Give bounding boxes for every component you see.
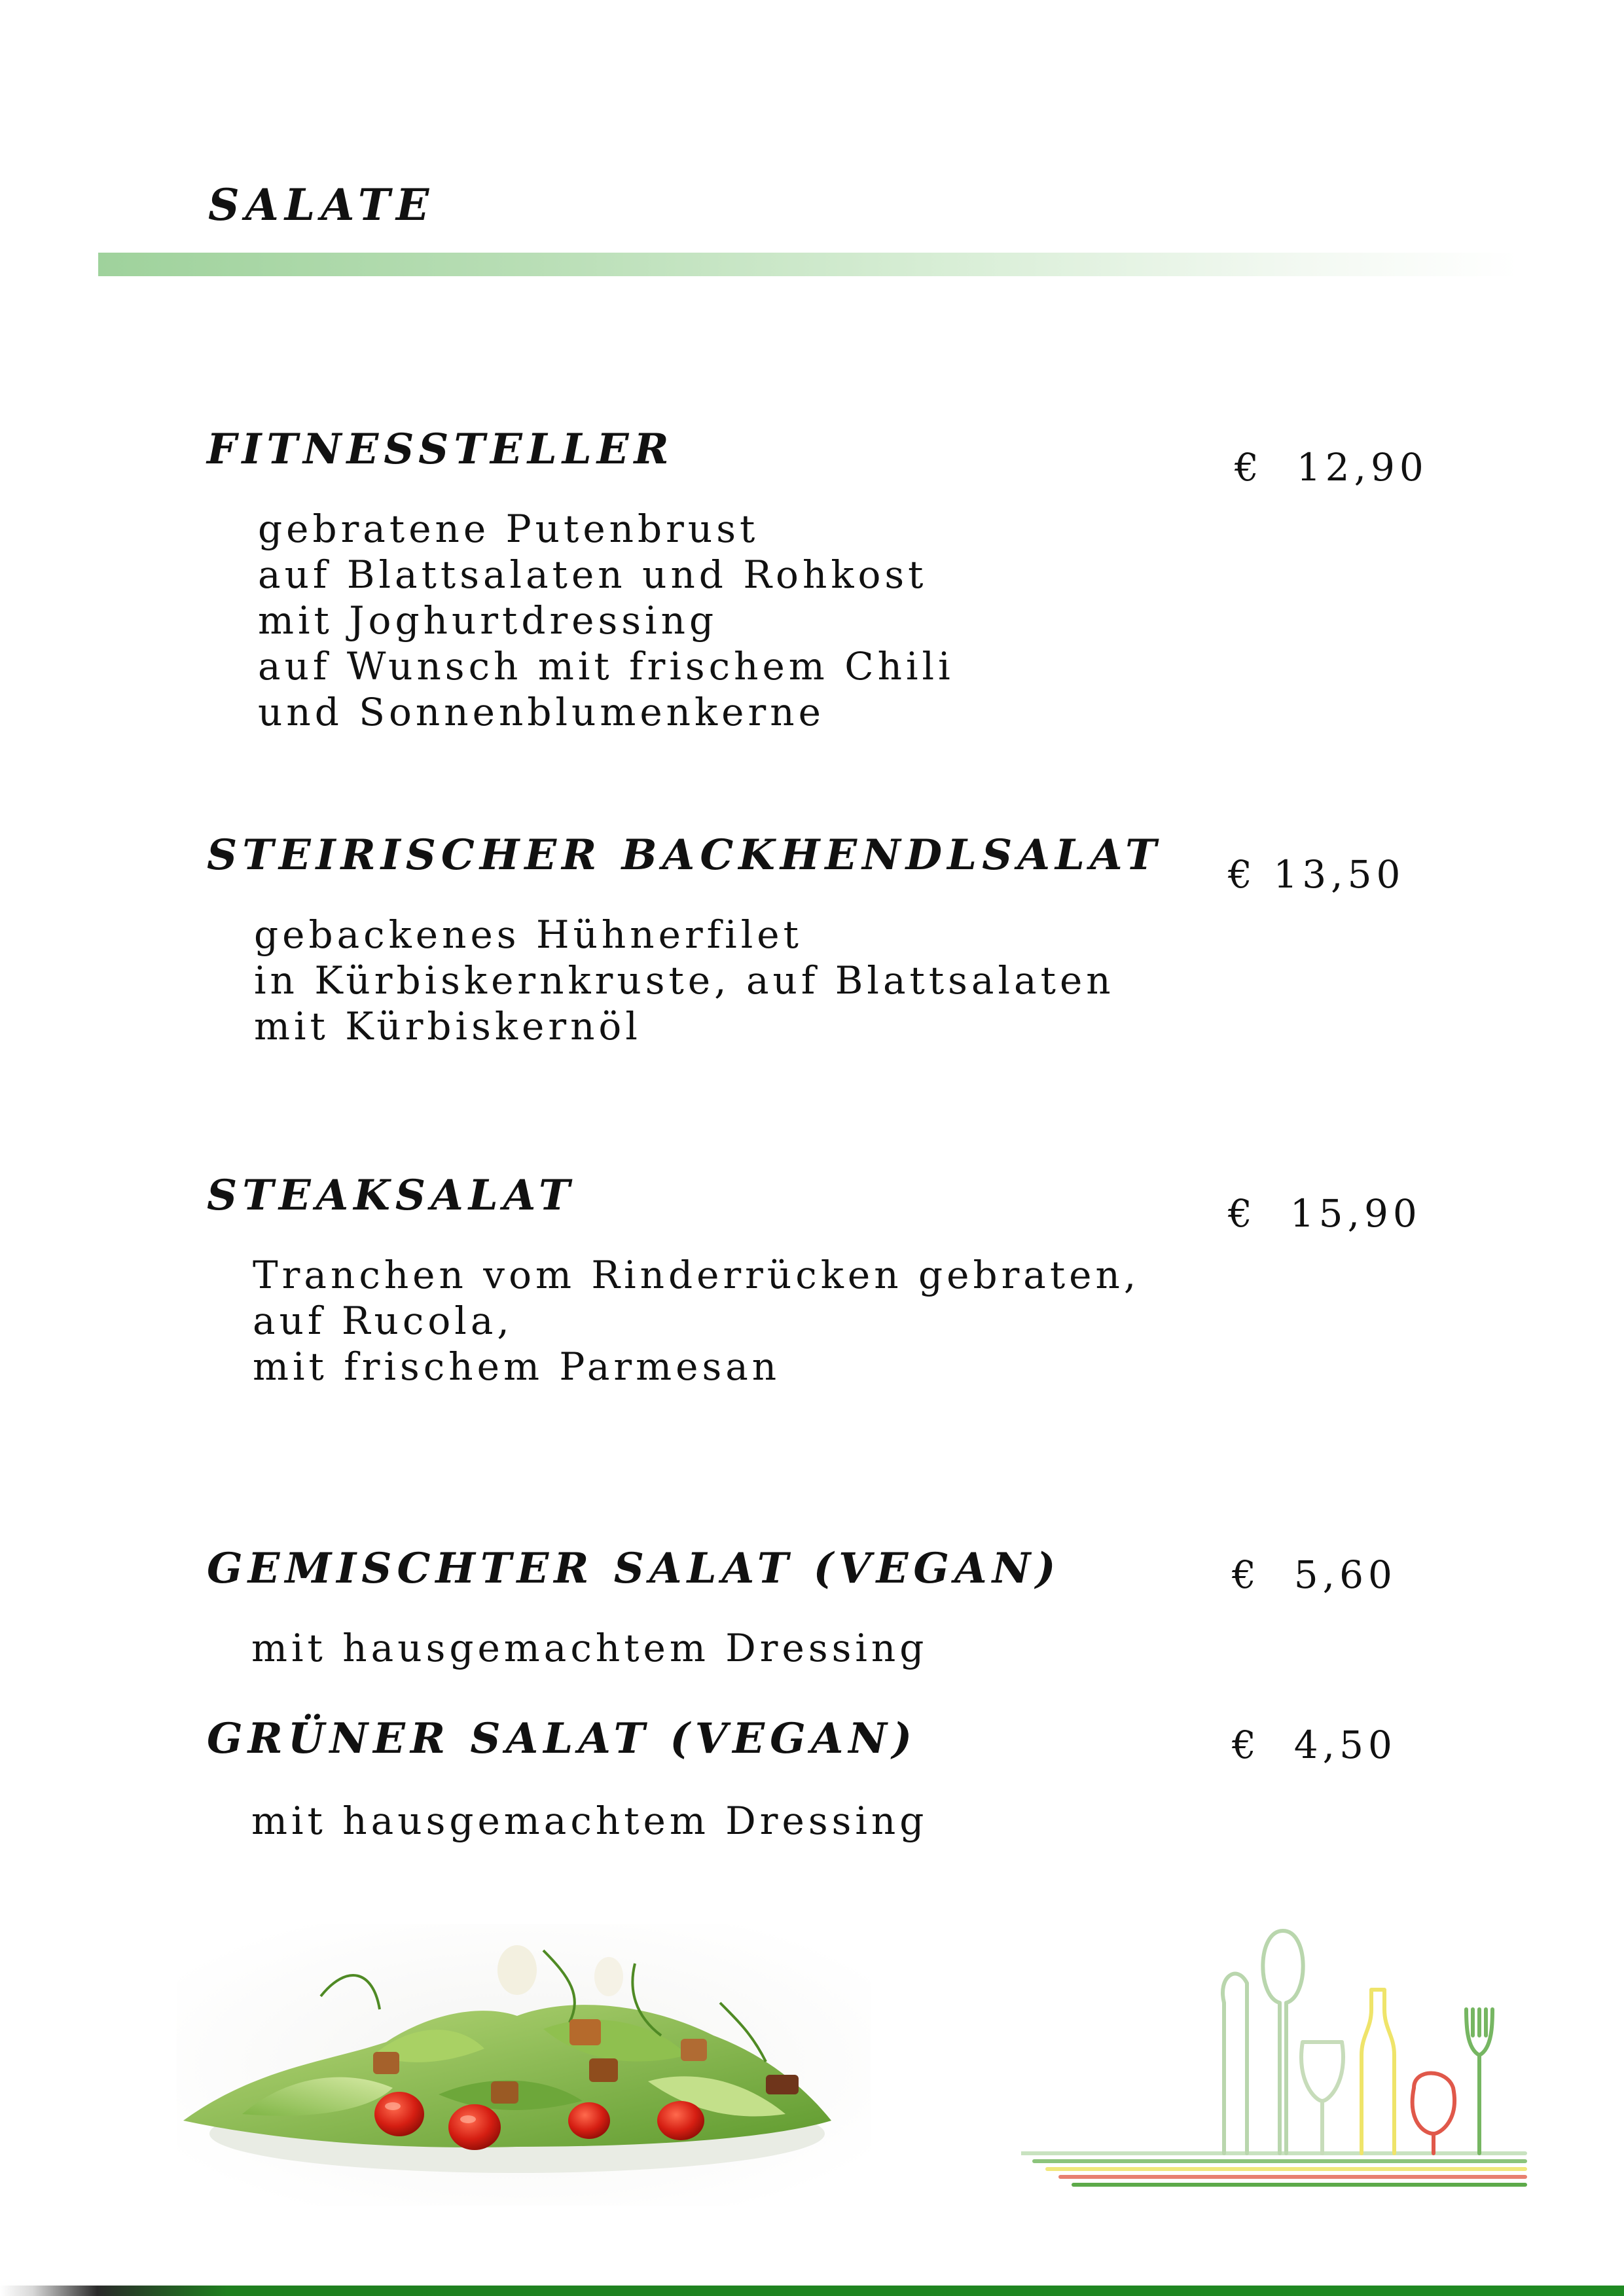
description-line: mit frischem Parmesan (253, 1344, 781, 1389)
menu-item-description (251, 1625, 928, 1671)
menu-item-name: STEAKSALAT (207, 1171, 575, 1220)
menu-item-description (253, 1252, 1140, 1390)
description-line: auf Wunsch mit frischem Chili (258, 644, 954, 689)
description-line: gebratene Putenbrust (258, 507, 759, 551)
description-line: auf Rucola, (253, 1299, 513, 1343)
menu-item-description (258, 506, 954, 735)
menu-item-steirischer-backhendlsalat (207, 831, 1516, 1049)
menu-item-price: € 4,50 (1232, 1723, 1397, 1767)
salad-plate-photo-icon (177, 1924, 871, 2206)
description-line: mit hausgemachtem Dressing (251, 1799, 928, 1843)
menu-item-description (254, 912, 1115, 1049)
description-line: und Sonnenblumenkerne (258, 690, 825, 734)
menu-item-gemischter-salat (207, 1544, 1516, 1670)
menu-item-price: € 5,60 (1232, 1552, 1397, 1597)
section-title: SALATE (208, 179, 435, 230)
description-line: auf Blattsalaten und Rohkost (258, 552, 928, 597)
menu-item-description (251, 1798, 928, 1844)
description-line: mit hausgemachtem Dressing (251, 1626, 928, 1670)
menu-item-name: GEMISCHTER SALAT (VEGAN) (207, 1544, 1061, 1593)
description-line: gebackenes Hühnerfilet (254, 912, 803, 957)
description-line: Tranchen vom Rinderrücken gebraten, (253, 1253, 1140, 1297)
description-line: in Kürbiskernkruste, auf Blattsalaten (254, 958, 1115, 1003)
description-line: mit Kürbiskernöl (254, 1004, 641, 1049)
footer-green-band (0, 2286, 1624, 2296)
menu-item-fitnessteller (207, 425, 1516, 734)
menu-item-steaksalat (207, 1171, 1516, 1389)
menu-item-price: € 15,90 (1228, 1191, 1422, 1236)
menu-item-name: GRÜNER SALAT (VEGAN) (207, 1714, 918, 1763)
description-line: mit Joghurtdressing (258, 598, 718, 643)
title-underline-bar (98, 253, 1519, 276)
menu-item-gruener-salat (207, 1714, 1516, 1843)
menu-item-name: FITNESSTELLER (207, 425, 674, 474)
cutlery-and-glasses-icon (1021, 1924, 1532, 2212)
menu-item-price: € 12,90 (1235, 445, 1428, 490)
menu-item-price: € 13,50 (1228, 852, 1405, 897)
menu-item-name: STEIRISCHER BACKHENDLSALAT (207, 831, 1162, 880)
